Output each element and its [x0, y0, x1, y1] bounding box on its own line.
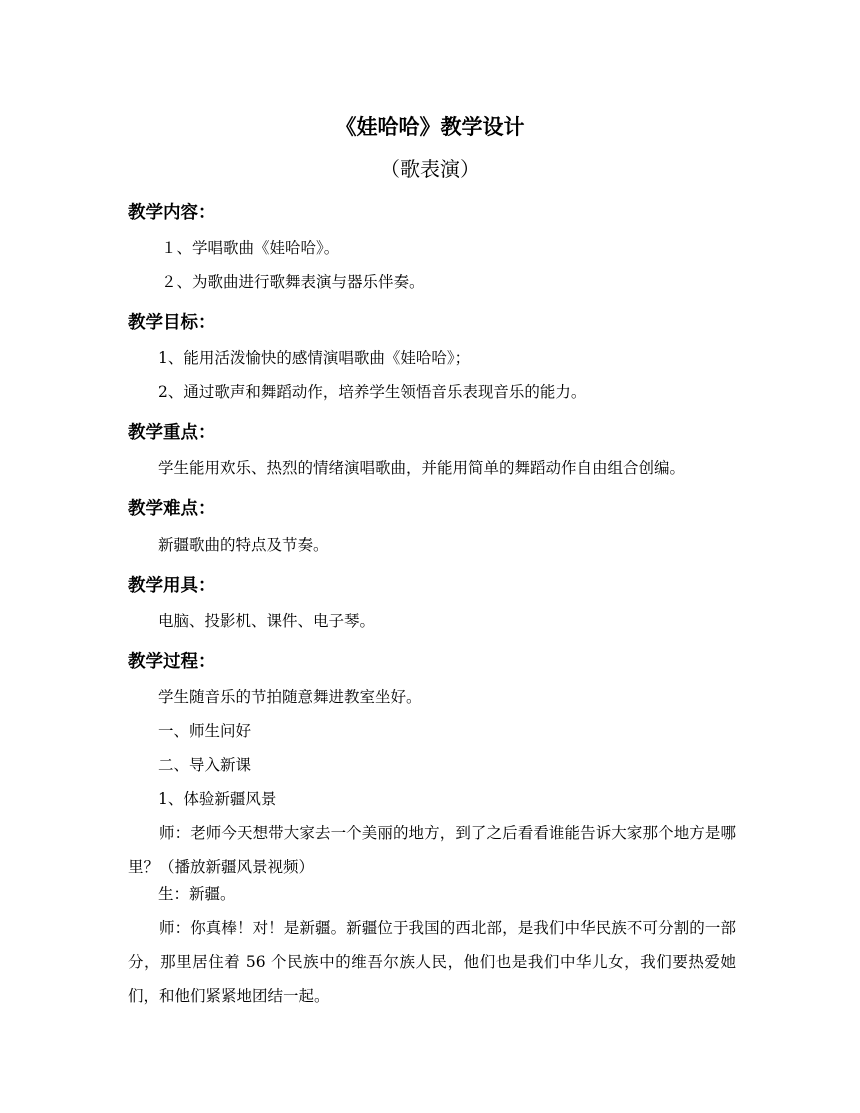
goal-item-1: 1、能用活泼愉快的感情演唱歌曲《娃哈哈》；: [158, 349, 471, 367]
student-line-1: 生：新疆。: [158, 885, 236, 903]
heading-key-points: 教学重点：: [128, 423, 216, 443]
content-item-1: １、学唱歌曲《娃哈哈》。: [161, 239, 340, 257]
teacher-paragraph-1: 师：老师今天想带大家去一个美丽的地方，到了之后看看谁能告诉大家那个地方是哪里？（播放新疆风景视频）: [128, 824, 736, 876]
process-line-1: 学生随音乐的节拍随意舞进教室坐好。: [158, 688, 422, 706]
heading-teaching-process: 教学过程：: [128, 652, 216, 672]
document-subtitle: （歌表演）: [380, 157, 480, 181]
heading-teaching-goals: 教学目标：: [128, 313, 216, 333]
process-line-3: 二、导入新课: [158, 756, 252, 774]
difficulties-text: 新疆歌曲的特点及节奏。: [158, 536, 329, 554]
document-title: 《娃哈哈》教学设计: [335, 115, 525, 139]
process-line-4: 1、体验新疆风景: [158, 790, 277, 808]
tools-text: 电脑、投影机、课件、电子琴。: [158, 612, 376, 630]
key-points-text: 学生能用欢乐、热烈的情绪演唱歌曲，并能用简单的舞蹈动作自由组合创编。: [158, 459, 686, 477]
goal-item-2: 2、通过歌声和舞蹈动作，培养学生领悟音乐表现音乐的能力。: [158, 383, 587, 401]
teacher-paragraph-2: 师：你真棒！对！是新疆。新疆位于我国的西北部，是我们中华民族不可分割的一部分，那里居住着 56 个民族中的维吾尔族人民，他们也是我们中华儿女，我们要热爱她们，和他们紧紧地团结一起。: [128, 919, 736, 1005]
heading-teaching-content: 教学内容：: [128, 203, 216, 223]
process-line-2: 一、师生问好: [158, 722, 252, 740]
heading-difficulties: 教学难点：: [128, 499, 216, 519]
content-item-2: ２、为歌曲进行歌舞表演与器乐伴奏。: [161, 273, 425, 291]
heading-teaching-tools: 教学用具：: [128, 576, 216, 596]
